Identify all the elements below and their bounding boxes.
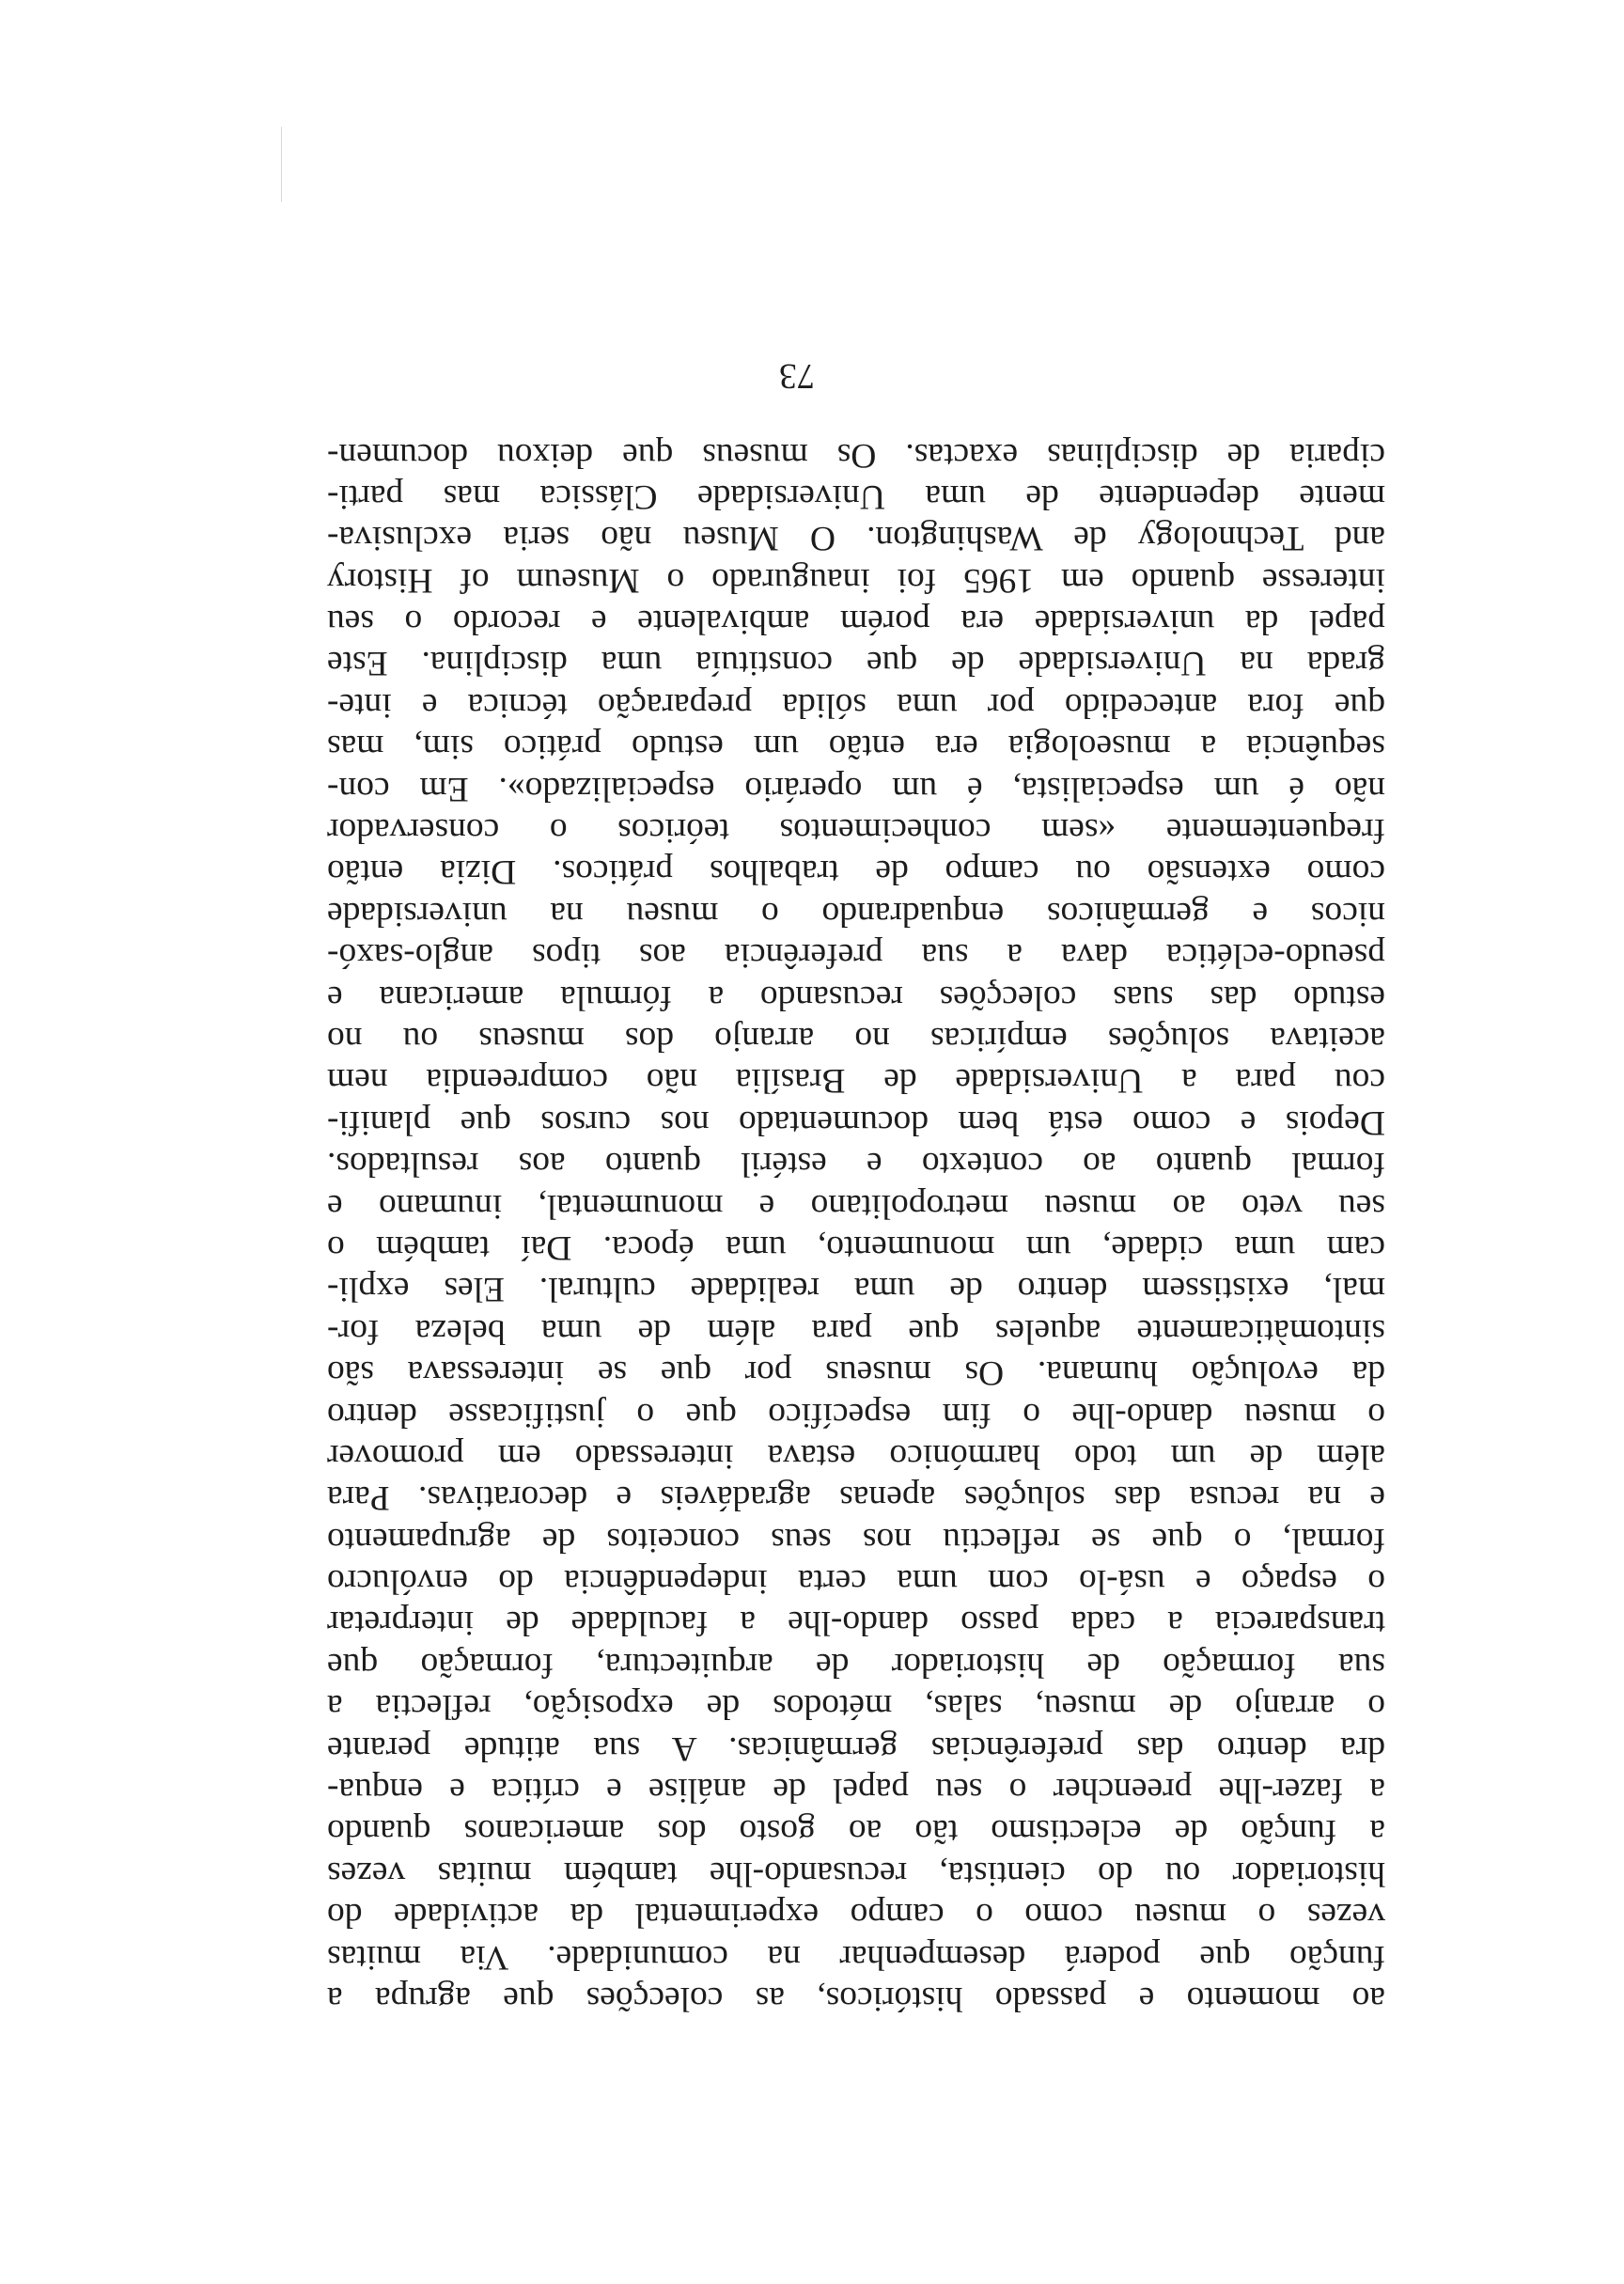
text-line: historiador ou do cientista, recusando-lhe também muitas vezes <box>327 1854 1385 1893</box>
text-line: sua formação de historiador de arquitectura, formação que <box>327 1645 1385 1684</box>
text-line: formal, o que se reflectiu nos seus conceitos de agrupamento <box>327 1520 1385 1559</box>
text-line: mal, existissem dentro de uma realidade cultural. Eles expli- <box>327 1270 1385 1309</box>
text-line: que fora antecedido por uma sólida preparação técnica e inte- <box>327 685 1385 725</box>
text-line: aceitava soluções empíricas no arranjo dos museus ou no <box>327 1020 1385 1059</box>
text-line: estudo das suas colecções recusando a fórmula americana e <box>327 978 1385 1017</box>
text-line: a função de eclectismo tão ao gosto dos americanos quando <box>327 1812 1385 1852</box>
text-line: nicos e germânicos enquadrando o museu na universidade <box>327 894 1385 933</box>
body-text <box>327 433 1385 2019</box>
text-line: ao momento e passado históricos, as colecções que agrupa a <box>327 1979 1385 2018</box>
text-line: cam uma cidade, um monumento, uma época. Daí também o <box>327 1228 1385 1267</box>
text-line: mente dependente de uma Universidade Clássica mas parti- <box>327 477 1385 516</box>
text-line: papel da universidade era porém ambivalente e recordo o seu <box>327 602 1385 642</box>
text-line: não é um especialista, é um operário especializado». Em con- <box>327 769 1385 808</box>
text-line: como extensão ou campo de trabalhos práticos. Dizia então <box>327 853 1385 892</box>
text-line: dra dentro das preferências germânicas. A sua atitude perante <box>327 1729 1385 1768</box>
text-line: da evolução humana. Os museus por que se interessava são <box>327 1353 1385 1393</box>
text-line: transparecia a cada passo dando-lhe a faculdade de interpretar <box>327 1603 1385 1643</box>
text-line: frequentemente «sem conhecimentos teóricos o conservador <box>327 811 1385 851</box>
text-line: formal quanto ao contexto e estéril quanto aos resultados. <box>327 1145 1385 1184</box>
text-line: cou para a Universidade de Brasília não compreendia nem <box>327 1061 1385 1101</box>
page-number: 73 <box>779 356 815 396</box>
text-line: Depois e como está bem documentado nos cursos que planifi- <box>327 1103 1385 1142</box>
text-line: seu veto ao museu metropolitano e monumental, inumano e <box>327 1186 1385 1226</box>
text-line: sintomàticamente aqueles que para além de uma beleza for- <box>327 1311 1385 1351</box>
text-line: o museu dando-lhe o fim específico que o justificasse dentro <box>327 1395 1385 1434</box>
text-line: e na recusa das soluções apenas agradáveis e decorativas. Para <box>327 1478 1385 1518</box>
text-line: sequência a museologia era então um estudo prático sim, mas <box>327 727 1385 767</box>
text-line: o arranjo de museu, salas, métodos de exposição, reflectia a <box>327 1687 1385 1727</box>
text-line: além de um todo harmónico estava interessado em promover <box>327 1436 1385 1476</box>
text-line: pseudo-eclética dava a sua preferência aos tipos anglo-saxó- <box>327 936 1385 976</box>
margin-mark <box>281 127 282 202</box>
text-line: ciparia de disciplinas exactas. Os museus que deixou documen- <box>327 435 1385 475</box>
text-line: função que poderá desempenhar na comunidade. Via muitas <box>327 1937 1385 1977</box>
text-line: and Technology de Washington. O Museu não seria exclusiva- <box>327 519 1385 558</box>
text-line: vezes o museu como o campo experimental da actividade do <box>327 1896 1385 1935</box>
text-line: o espaço e usá-lo com uma certa independência do envólucro <box>327 1562 1385 1602</box>
text-line: interesse quando em 1965 foi inaugurado o Museum of History <box>327 560 1385 600</box>
text-line: grada na Universidade de que constituía uma disciplina. Este <box>327 644 1385 683</box>
text-line: a fazer-lhe preencher o seu papel de análise e crítica e enqua- <box>327 1771 1385 1810</box>
